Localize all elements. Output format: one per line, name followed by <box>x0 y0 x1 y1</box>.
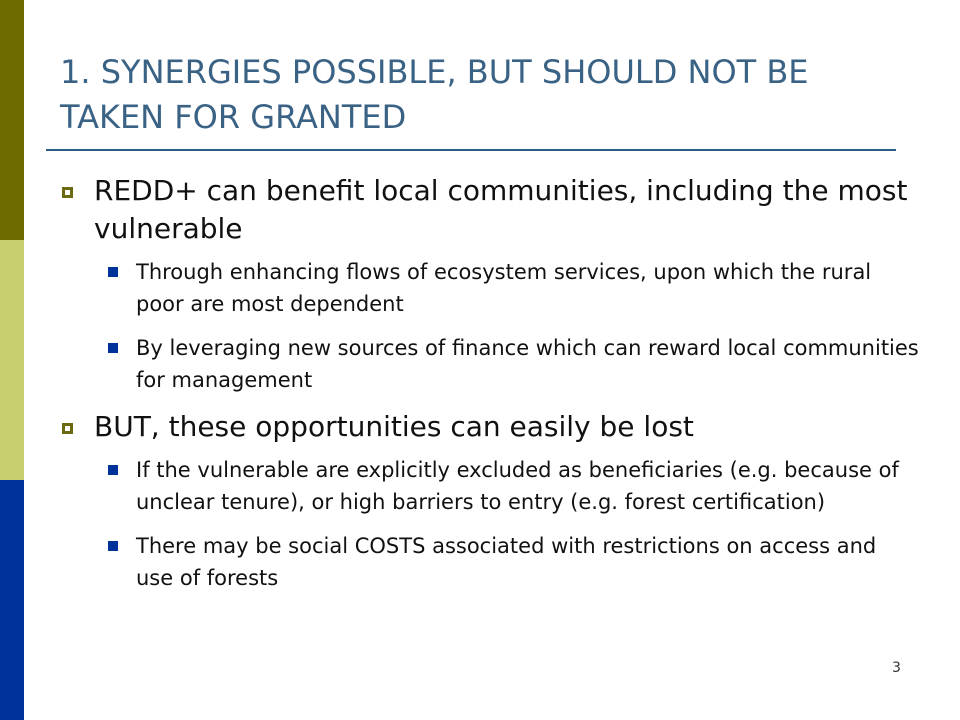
filled-square-bullet-icon <box>108 541 118 551</box>
sub-bullet-text: If the vulnerable are explicitly excluded as beneficiaries (e.g. because of unclear tenure), or high barriers to entry (e.g. forest certification) <box>136 458 899 514</box>
square-bullet-icon <box>62 423 73 434</box>
slide-content <box>60 172 920 606</box>
filled-square-bullet-icon <box>108 465 118 475</box>
bullet-item <box>60 172 920 248</box>
filled-square-bullet-icon <box>108 343 118 353</box>
side-bar-olive <box>0 0 24 240</box>
filled-square-bullet-icon <box>108 267 118 277</box>
sub-bullet-item <box>60 530 920 594</box>
side-bar-lime <box>0 240 24 480</box>
bullet-item <box>60 408 920 446</box>
bullet-text: BUT, these opportunities can easily be lost <box>94 410 694 443</box>
sub-bullet-item <box>60 332 920 396</box>
slide-title: 1. SYNERGIES POSSIBLE, BUT SHOULD NOT BE TAKEN FOR GRANTED <box>60 53 809 136</box>
title-divider <box>46 149 896 151</box>
sub-bullet-text: There may be social COSTS associated with restrictions on access and use of forests <box>136 534 877 590</box>
sub-bullet-text: Through enhancing flows of ecosystem services, upon which the rural poor are most dependent <box>136 260 872 316</box>
bullet-text: REDD+ can benefit local communities, including the most vulnerable <box>94 174 908 245</box>
sub-bullet-item <box>60 256 920 320</box>
sub-bullet-item <box>60 454 920 518</box>
sub-bullet-text: By leveraging new sources of finance which can reward local communities for management <box>136 336 919 392</box>
side-bar-navy <box>0 480 24 720</box>
page-number: 3 <box>892 660 901 676</box>
square-bullet-icon <box>62 187 73 198</box>
